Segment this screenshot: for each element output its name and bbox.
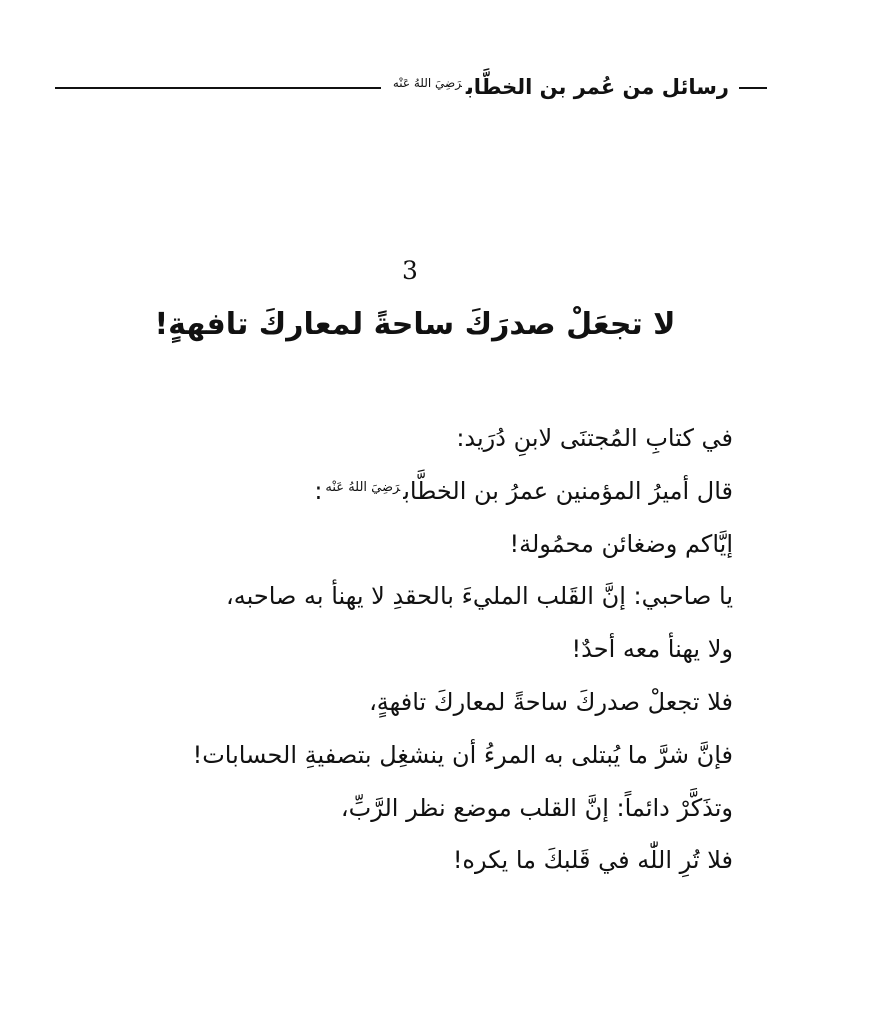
running-header [55,70,767,106]
body-line-text: فإنَّ شرَّ ما يُبتلى به المرءُ أن ينشغِل بتصفيةِ الحسابات! [192,740,733,769]
body-line-suffix: : [314,476,323,505]
running-header-title [393,69,729,108]
body-line [93,782,733,835]
body-line-text: يا صاحبي: إنَّ القَلب المليءَ بالحقدِ لا يهنأ به صاحبه، [226,582,733,611]
body-line [93,834,733,887]
body-line-text: إيَّاكم وضغائن محمُولة! [509,529,733,558]
body-line [93,465,733,518]
body-line-text: قال أميرُ المؤمنين عمرُ بن الخطَّاب [403,476,733,505]
body-line [93,676,733,729]
body-line-text: في كتابِ المُجتنَى لابنِ دُرَيد: [456,424,733,452]
chapter-title: لا تجعَلْ صدرَكَ ساحةً لمعاركَ تافهةٍ! [154,307,676,342]
chapter-number: 3 [402,256,418,285]
body-line-text: فلا تجعلْ صدركَ ساحةً لمعاركَ تافهةٍ، [369,687,733,716]
honorific-glyph: رَضِيَ اللهُ عَنْه [325,479,401,495]
body-line [93,412,733,465]
honorific-glyph: رَضِيَ اللهُ عَنْه [392,75,462,90]
body-line [93,570,733,623]
header-rule-left [55,87,381,89]
body-line-text: وتذَكَّرْ دائماً: إنَّ القلب موضع نظر الرَّبِّ، [340,793,733,822]
body-line [93,729,733,782]
body-line-text: ولا يهنأ معه أحدٌ! [571,635,733,664]
body-line-text: فلا تُرِ اللّٰه في قَلبكَ ما يكره! [452,846,733,875]
running-header-title-text: رسائل من عُمر بن الخطَّاب [465,74,729,99]
body-text [93,412,733,887]
body-line [93,623,733,676]
body-line [93,518,733,571]
header-rule-right [739,87,767,89]
